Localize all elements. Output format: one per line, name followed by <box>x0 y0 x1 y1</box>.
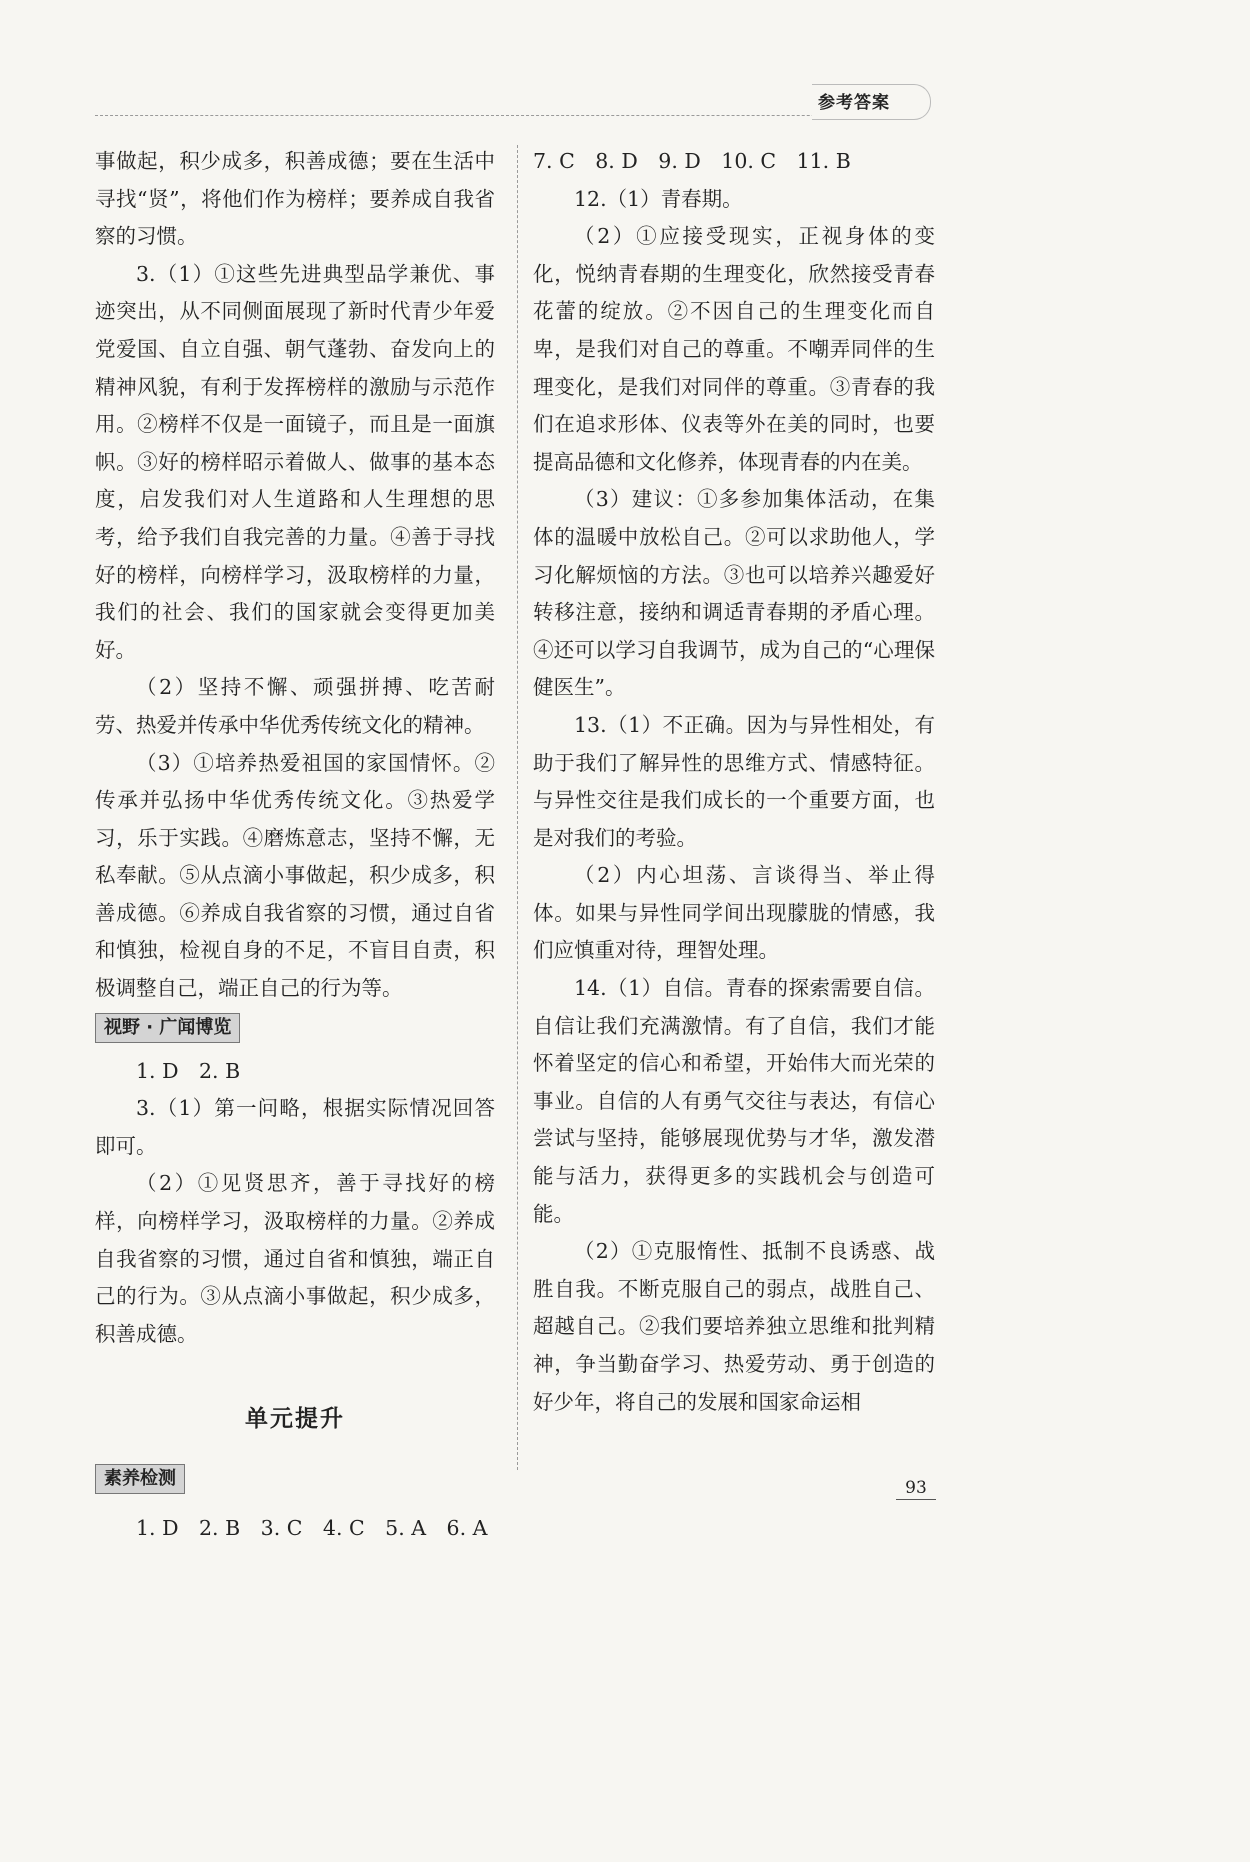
answer-paragraph: 13.（1）不正确。因为与异性相处，有助于我们了解异性的思维方式、情感特征。与异性交往是我们成长的一个重要方面，也是对我们的考验。 <box>533 712 935 850</box>
answer-paragraph: （2）①克服惰性、抵制不良诱惑、战胜自我。不断克服自己的弱点，战胜自己、超越自己。②我们要培养独立思维和批判精神，争当勤奋学习、热爱劳动、勇于创造的好少年，将自己的发展和国家命运相 <box>533 1239 935 1414</box>
answer-paragraph: （2）坚持不懈、顽强拼搏、吃苦耐劳、热爱并传承中华优秀传统文化的精神。 <box>95 675 495 737</box>
answer-paragraph: （2）①见贤思齐，善于寻找好的榜样，向榜样学习，汲取榜样的力量。②养成自我省察的习惯，通过自省和慎独，端正自己的行为。③从点滴小事做起，积少成多，积善成德。 <box>95 1171 495 1346</box>
answer-paragraph: 事做起，积少成多，积善成德；要在生活中寻找“贤”，将他们作为榜样；要养成自我省察的习惯。 <box>95 149 495 249</box>
left-top-paragraphs <box>95 143 495 1008</box>
answer-paragraph: （2）①应接受现实，正视身体的变化，悦纳青春期的生理变化，欣然接受青春花蕾的绽放。②不因自己的生理变化而自卑，是我们对自己的尊重。不嘲弄同伴的生理变化，是我们对同伴的尊重。③青春的我们在追求形体、仪表等外在美的同时，也要提高品德和文化修养，体现青春的内在美。 <box>533 224 935 474</box>
answer-paragraph: （3）建议：①多参加集体活动，在集体的温暖中放松自己。②可以求助他人，学习化解烦恼的方法。③也可以培养兴趣爱好转移注意，接纳和调适青春期的矛盾心理。④还可以学习自我调节，成为自己的“心理保健医生”。 <box>533 487 935 700</box>
section-label-broad-view: 视野 · 广闻博览 <box>95 1013 240 1043</box>
unit-heading: 单元提升 <box>245 1406 345 1433</box>
right-paragraphs <box>533 143 935 1421</box>
right-column <box>533 143 935 1421</box>
answer-paragraph: 7. C 8. D 9. D 10. C 11. B <box>533 149 851 173</box>
answer-paragraph: （2）内心坦荡、言谈得当、举止得体。如果与异性同学间出现朦胧的情感，我们应慎重对待，理智处理。 <box>533 863 935 963</box>
header-rule <box>95 115 915 116</box>
answer-paragraph: （3）①培养热爱祖国的家国情怀。②传承并弘扬中华优秀传统文化。③热爱学习，乐于实践。④磨炼意志，坚持不懈，无私奉献。⑤从点滴小事做起，积少成多，积善成德。⑥养成自我省察的习惯，通过自省和慎独，检视自身的不足，不盲目自责，积极调整自己，端正自己的行为等。 <box>95 750 495 1001</box>
answer-paragraph: 14.（1）自信。青春的探索需要自信。自信让我们充满激情。有了自信，我们才能怀着坚定的信心和希望，开始伟大而光荣的事业。自信的人有勇气交往与表达，有信心尝试与坚持，能够展现优势与才华，激发潜能与活力，获得更多的实践机会与创造可能。 <box>533 976 935 1226</box>
answer-paragraph: 1. D 2. B <box>136 1058 241 1083</box>
answers-line: 1. D 2. B 3. C 4. C 5. A 6. A <box>136 1516 488 1540</box>
section-label-literacy-test: 素养检测 <box>95 1464 185 1494</box>
answer-paragraph: 3.（1）①这些先进典型品学兼优、事迹突出，从不同侧面展现了新时代青少年爱党爱国、自立自强、朝气蓬勃、奋发向上的精神风貌，有利于发挥榜样的激励与示范作用。②榜样不仅是一面镜子，而且是一面旗帜。③好的榜样昭示着做人、做事的基本态度，启发我们对人生道路和人生理想的思考，给予我们自我完善的力量。④善于寻找好的榜样，向榜样学习，汲取榜样的力量，我们的社会、我们的国家就会变得更加美好。 <box>95 261 495 662</box>
page-number: 93 <box>896 1477 936 1500</box>
column-divider <box>517 145 518 1470</box>
answer-paragraph: 12.（1）青春期。 <box>574 186 743 211</box>
section1-paragraphs <box>95 1053 495 1354</box>
header-title: 参考答案 <box>818 93 890 113</box>
answer-paragraph: 3.（1）第一问略，根据实际情况回答即可。 <box>95 1096 495 1158</box>
left-column <box>95 143 495 1548</box>
